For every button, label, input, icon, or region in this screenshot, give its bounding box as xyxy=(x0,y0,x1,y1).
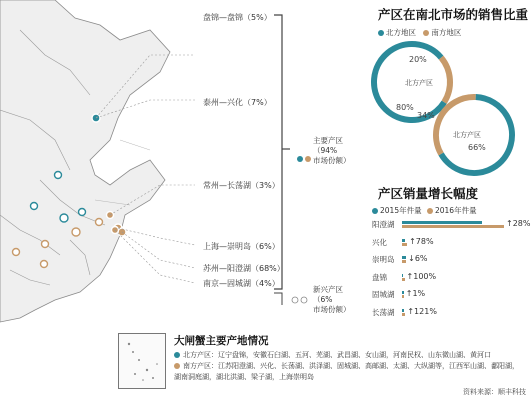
bar-growth-label: ↑121% xyxy=(407,306,437,316)
bar-growth-label: ↑1% xyxy=(405,289,426,298)
bar-growth-label: ↓6% xyxy=(408,254,428,263)
bar-category-label: 盘锦 xyxy=(372,272,387,282)
bar-category-label: 固城湖 xyxy=(372,290,395,299)
legend-2016: 2016年件量 xyxy=(427,206,477,215)
south-producers-swatch xyxy=(174,363,180,369)
bar-2016 xyxy=(402,225,504,228)
pie1-center-label: 北方产区 xyxy=(405,79,433,87)
bar-2015 xyxy=(402,239,405,242)
bar-legend xyxy=(372,205,477,216)
bar-2016 xyxy=(402,243,407,246)
north-producers-swatch xyxy=(174,352,180,358)
bar-category-label: 阳澄湖 xyxy=(372,220,395,229)
source-note: 资料来源：顺丰科技 xyxy=(463,388,526,396)
map-marker-south xyxy=(13,249,20,256)
bar-category-label: 长荡湖 xyxy=(372,307,395,317)
map-label-changzhou: 常州—长荡湖（3%） xyxy=(203,181,280,190)
map-marker-north xyxy=(79,209,86,216)
growth-bar-chart xyxy=(372,218,531,328)
new-producer-label: 新兴产区 （6% 市场份额） xyxy=(313,285,351,314)
bar-2016 xyxy=(402,260,406,263)
bar-category-label: 崇明岛 xyxy=(372,255,395,264)
bar-2016 xyxy=(402,278,405,281)
legend-2016-swatch xyxy=(427,208,433,214)
bar-2016 xyxy=(402,295,404,298)
map-marker-south xyxy=(96,219,103,226)
map-label-suzhou: 苏州—阳澄湖（68%） xyxy=(203,264,285,273)
bar-category-label: 兴化 xyxy=(372,237,387,247)
bar-2015 xyxy=(402,291,404,294)
map-label-shanghai: 上海—崇明岛（6%） xyxy=(203,242,280,251)
map-marker-south xyxy=(42,241,49,248)
bar-growth-label: ↑100% xyxy=(406,271,437,281)
legend-2015-swatch xyxy=(372,208,378,214)
china-inset-map xyxy=(118,333,166,389)
pie2-center-label: 北方产区 xyxy=(453,131,481,139)
pie2-tan-pct: 34% xyxy=(417,111,435,120)
bottom-title: 大闸蟹主要产地情况 xyxy=(174,335,269,347)
main-producer-dots xyxy=(297,148,313,167)
map-marker-north xyxy=(60,214,68,222)
map-label-taizhou: 泰州—兴化（7%） xyxy=(203,98,272,107)
legend-2015: 2015年件量 xyxy=(372,206,422,215)
main-producer-bracket xyxy=(272,12,292,292)
map-label-nanjing: 南京—固城湖（4%） xyxy=(203,279,280,288)
bar-2015 xyxy=(402,221,482,224)
bar-2016 xyxy=(402,313,405,316)
bar-2015 xyxy=(402,256,406,259)
map-marker-south xyxy=(72,228,80,236)
pie-section-title: 产区在南北市场的销售比重 xyxy=(378,7,529,22)
north-producers-text: 北方产区：辽宁盘锦，安徽石臼湖、五河、芜湖、武昌湖、女山湖，河南民权、山东微山湖、黄河口 xyxy=(174,350,524,361)
pie1-teal-pct: 80% xyxy=(396,103,414,112)
main-producer-label: 主要产区 （94% 市场份额） xyxy=(313,136,351,165)
pie2-teal-pct: 66% xyxy=(468,143,486,152)
bar-2015 xyxy=(402,309,404,312)
bar-growth-label: ↑28% xyxy=(506,219,531,228)
pie-charts xyxy=(360,35,531,200)
legend-south: 南方地区 xyxy=(423,28,461,37)
bar-growth-label: ↑78% xyxy=(409,236,434,246)
bar-2015 xyxy=(402,274,403,277)
map-marker-south xyxy=(41,261,48,268)
map-label-panjin: 盘锦—盘锦（5%） xyxy=(203,13,272,22)
south-producers-text: 南方产区：江苏阳澄湖、兴化、长荡湖、洪泽湖、固城湖、高邮湖、太湖、大纵湖等，江西军山湖、鄱阳湖，湖南洞庭湖，湖北洪湖、梁子湖，上海崇明岛 xyxy=(174,362,519,381)
bar-chart-title: 产区销量增长幅度 xyxy=(378,186,479,201)
pie1-tan-pct: 20% xyxy=(409,55,427,64)
map-marker-north xyxy=(31,203,38,210)
new-producer-bracket xyxy=(272,292,312,306)
map-marker-north xyxy=(55,172,62,179)
legend-north: 北方地区 xyxy=(378,28,416,37)
